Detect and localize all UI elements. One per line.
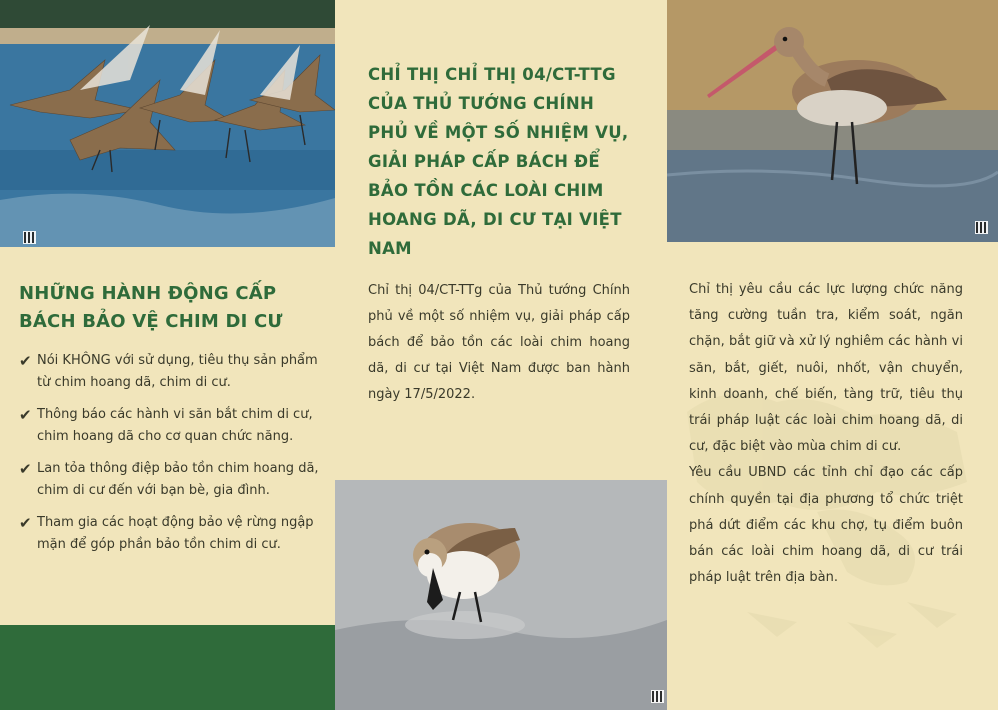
photo-spoon-billed-sandpiper bbox=[335, 480, 667, 710]
qr-code-icon bbox=[975, 221, 988, 234]
directive-details bbox=[689, 277, 963, 591]
action-text: Nói KHÔNG với sử dụng, tiêu thụ sản phẩm từ chim hoang dã, chim di cư. bbox=[37, 353, 318, 390]
qr-code-icon bbox=[651, 690, 664, 703]
directive-paragraph: Chỉ thị yêu cầu các lực lượng chức năng tăng cường tuần tra, kiểm soát, ngăn chặn, bắt giữ và xử lý nghiêm các hành vi săn, bắt, giết, nuôi, nhốt, vận chuyển, kinh doanh, chế biến, tàng trữ, tiêu thụ trái pháp luật các loài chim hoang dã, di cư, đặc biệt vào mùa chim di cư. bbox=[689, 282, 963, 455]
directive-paragraph: Yêu cầu UBND các tỉnh chỉ đạo các cấp chính quyền tại địa phương tổ chức triệt phá dứt điểm các khu chợ, tụ điểm buôn bán các loài chim hoang dã, di cư trái pháp luật trên địa bàn. bbox=[689, 465, 963, 586]
left-heading: NHỮNG HÀNH ĐỘNG CẤP BÁCH BẢO VỆ CHIM DI CƯ bbox=[19, 283, 283, 332]
photo-flock-of-godwits bbox=[0, 0, 335, 247]
list-item bbox=[19, 512, 319, 556]
main-title: CHỈ THỊ CHỈ THỊ 04/CT-TTG CỦA THỦ TƯỚNG CHÍNH PHỦ VỀ MỘT SỐ NHIỆM VỤ, GIẢI PHÁP CẤP BÁCH ĐỂ BẢO TỒN CÁC LOÀI CHIM HOANG DÃ, DI CƯ TẠI VIỆT NAM bbox=[368, 65, 629, 258]
green-footer-block bbox=[0, 625, 335, 710]
check-icon: ✔ bbox=[19, 406, 32, 424]
action-list bbox=[19, 350, 319, 566]
list-item bbox=[19, 404, 319, 448]
check-icon: ✔ bbox=[19, 352, 32, 370]
check-icon: ✔ bbox=[19, 460, 32, 478]
list-item bbox=[19, 458, 319, 502]
intro-paragraph: Chỉ thị 04/CT-TTg của Thủ tướng Chính phủ về một số nhiệm vụ, giải pháp cấp bách để bảo tồn các loài chim hoang dã, di cư tại Việt Nam được ban hành ngày 17/5/2022. bbox=[368, 283, 630, 402]
action-text: Lan tỏa thông điệp bảo tồn chim hoang dã, chim di cư đến với bạn bè, gia đình. bbox=[37, 461, 319, 498]
photo-bar-tailed-godwit bbox=[667, 0, 998, 242]
action-text: Thông báo các hành vi săn bắt chim di cư, chim hoang dã cho cơ quan chức năng. bbox=[37, 407, 313, 444]
list-item bbox=[19, 350, 319, 394]
check-icon: ✔ bbox=[19, 514, 32, 532]
action-text: Tham gia các hoạt động bảo vệ rừng ngập mặn để góp phần bảo tồn chim di cư. bbox=[37, 515, 314, 552]
qr-code-icon bbox=[23, 231, 36, 244]
